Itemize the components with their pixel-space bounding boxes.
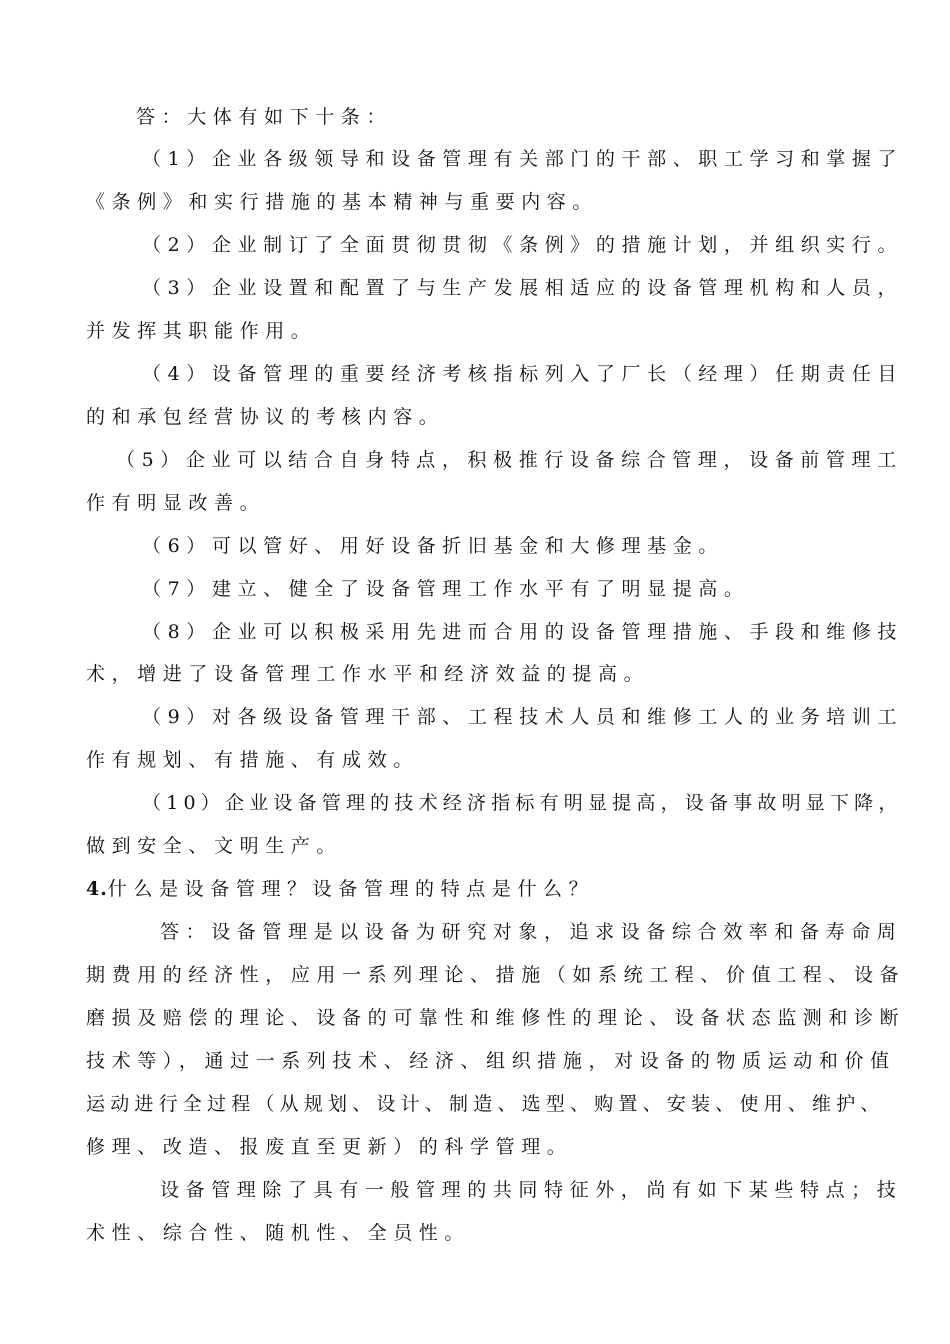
- item-1-line-2: 《条例》和实行措施的基本精神与重要内容。: [86, 191, 599, 213]
- item-8-line-2: 术，增进了设备管理工作水平和经济效益的提高。: [86, 663, 650, 685]
- item-3-line-2: 并发挥其职能作用。: [86, 320, 317, 342]
- answer-4-line-5: 运动进行全过程（从规划、设计、制造、选型、购置、安装、使用、维护、: [86, 1093, 885, 1115]
- answer-4-line-2: 期费用的经济性，应用一系列理论、措施（如系统工程、价值工程、设备: [86, 964, 906, 986]
- item-5-line-1: （5）企业可以结合自身特点，积极推行设备综合管理，设备前管理工: [116, 449, 903, 471]
- item-9-line-1: （9）对各级设备管理干部、工程技术人员和维修工人的业务培训工: [142, 706, 904, 728]
- answer-4-line-3: 磨损及赔偿的理论、设备的可靠性和维修性的理论、设备状态监测和诊断: [86, 1007, 906, 1029]
- item-2-line-1: （2）企业制订了全面贯彻贯彻《条例》的措施计划，并组织实行。: [142, 234, 904, 256]
- answer-intro: 答：大体有如下十条：: [136, 106, 393, 128]
- item-3-line-1: （3）企业设置和配置了与生产发展相适应的设备管理机构和人员，: [142, 277, 904, 299]
- item-10-line-1: （10）企业设备管理的技术经济指标有明显提高，设备事故明显下降，: [142, 792, 903, 814]
- item-4-line-2: 的和承包经营协议的考核内容。: [86, 406, 445, 428]
- question-4: [86, 877, 594, 901]
- item-8-line-1: （8）企业可以积极采用先进而合用的设备管理措施、手段和维修技: [142, 621, 904, 643]
- item-1-line-1: （1）企业各级领导和设备管理有关部门的干部、职工学习和掌握了: [142, 148, 904, 170]
- answer-4-p2-line-1: 设备管理除了具有一般管理的共同特征外，尚有如下某些特点；技: [160, 1179, 903, 1201]
- item-9-line-2: 作有规划、有措施、有成效。: [86, 749, 419, 771]
- item-5-line-2: 作有明显改善。: [86, 492, 266, 514]
- question-4-number: 4.: [86, 878, 108, 900]
- item-4-line-1: （4）设备管理的重要经济考核指标列入了厂长（经理）任期责任目: [142, 363, 904, 385]
- answer-4-line-6: 修理、改造、报废直至更新）的科学管理。: [86, 1136, 573, 1158]
- item-7-line-1: （7）建立、健全了设备管理工作水平有了明显提高。: [142, 578, 750, 600]
- item-10-line-2: 做到安全、文明生产。: [86, 835, 343, 857]
- answer-4-line-4: 技术等），通过一系列技术、经济、组织措施，对设备的物质运动和价值: [86, 1050, 896, 1072]
- item-6-line-1: （6）可以管好、用好设备折旧基金和大修理基金。: [142, 535, 724, 557]
- question-4-text: 什么是设备管理？设备管理的特点是什么？: [107, 878, 595, 900]
- answer-4-p2-line-2: 术性、综合性、随机性、全员性。: [86, 1222, 471, 1244]
- answer-4-line-1: 答：设备管理是以设备为研究对象，追求设备综合效率和备寿命周: [160, 921, 903, 943]
